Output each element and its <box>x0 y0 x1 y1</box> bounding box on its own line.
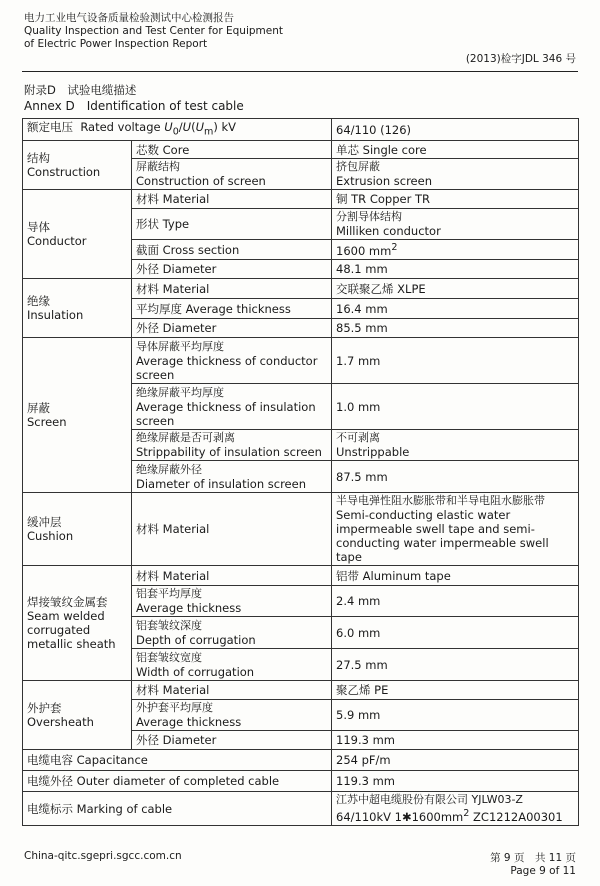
row-cushion <box>23 493 579 566</box>
corrugation-depth-value: 6.0 mm <box>332 617 579 649</box>
capacitance-value: 254 pF/m <box>332 750 579 771</box>
capacitance-label: 电缆电容 Capacitance <box>23 750 332 771</box>
insulation-screen-diameter-value: 87.5 mm <box>332 461 579 493</box>
construction-title: 结构 Construction <box>23 141 132 190</box>
conductor-material-label: 材料 Material <box>132 190 332 209</box>
sheath-material-label: 材料 Material <box>132 566 332 586</box>
cushion-material-value: 半导电弹性阻水膨胀带和半导电阻水膨胀带 Semi-conducting elastic water impermeable swell tape and semi-conducting water impermeable swell tape <box>332 493 579 566</box>
annex-title-zh: 附录D 试验电缆描述 <box>24 83 137 97</box>
annex-title-en: Annex D Identification of test cable <box>24 99 244 113</box>
conductor-material-value: 铜 TR Copper TR <box>332 190 579 209</box>
header-zh: 电力工业电气设备质量检验测试中心检测报告 <box>24 12 234 24</box>
outer-diameter-value: 119.3 mm <box>332 771 579 792</box>
report-number: (2013)检字JDL 346 号 <box>465 53 576 65</box>
insulation-material-label: 材料 Material <box>132 279 332 299</box>
page-number-zh: 第 9 页 共 11 页 <box>490 852 576 864</box>
insulation-screen-diameter-label: 绝缘屏蔽外径 Diameter of insulation screen <box>132 461 332 493</box>
header-en-line2: of Electric Power Inspection Report <box>24 38 208 50</box>
insulation-material-value: 交联聚乙烯 XLPE <box>332 279 579 299</box>
footer-website: China-qitc.sgepri.sgcc.com.cn <box>24 850 182 862</box>
corrugation-width-value: 27.5 mm <box>332 649 579 681</box>
screen-title: 屏蔽 Screen <box>23 338 132 493</box>
oversheath-material-value: 聚乙烯 PE <box>332 681 579 700</box>
insulation-diameter-label: 外径 Diameter <box>132 319 332 338</box>
cross-section-label: 截面 Cross section <box>132 240 332 260</box>
row-sheath-material <box>23 566 579 586</box>
cushion-material-label: 材料 Material <box>132 493 332 566</box>
row-core <box>23 141 579 159</box>
header-rule <box>22 71 578 72</box>
oversheath-title: 外护套 Oversheath <box>23 681 132 750</box>
conductor-screen-label: 导体屏蔽平均厚度 Average thickness of conductor screen <box>132 338 332 384</box>
oversheath-diameter-label: 外径 Diameter <box>132 731 332 750</box>
row-outer-diameter <box>23 771 579 792</box>
conductor-title: 导体 Conductor <box>23 190 132 279</box>
oversheath-material-label: 材料 Material <box>132 681 332 700</box>
conductor-diameter-label: 外径 Diameter <box>132 260 332 279</box>
sheath-title: 焊接皱纹金属套 Seam welded corrugated metallic sheath <box>23 566 132 681</box>
marking-value: 江苏中超电缆股份有限公司 YJLW03-Z 64/110kV $1✱1600mm^2$ ZC1212A00301 <box>332 792 579 826</box>
screen-construction-label: 屏蔽结构 Construction of screen <box>132 159 332 190</box>
oversheath-thickness-value: 5.9 mm <box>332 700 579 731</box>
strippability-value: 不可剥离 Unstrippable <box>332 430 579 461</box>
core-value: 单芯 Single core <box>332 141 579 159</box>
insulation-title: 绝缘 Insulation <box>23 279 132 338</box>
oversheath-diameter-value: 119.3 mm <box>332 731 579 750</box>
rated-voltage-value: 64/110 (126) <box>332 119 579 141</box>
header-en-line1: Quality Inspection and Test Center for Equipment <box>24 25 283 37</box>
conductor-type-label: 形状 Type <box>132 209 332 240</box>
conductor-screen-value: 1.7 mm <box>332 338 579 384</box>
strippability-label: 绝缘屏蔽是否可剥离 Strippability of insulation screen <box>132 430 332 461</box>
row-rated-voltage <box>23 119 579 141</box>
corrugation-width-label: 铝套皱纹宽度 Width of corrugation <box>132 649 332 681</box>
page-number-en: Page 9 of 11 <box>510 865 576 877</box>
row-conductor-material <box>23 190 579 209</box>
conductor-diameter-value: 48.1 mm <box>332 260 579 279</box>
insulation-thickness-label: 平均厚度 Average thickness <box>132 299 332 319</box>
footer-page-number <box>490 852 576 878</box>
row-marking <box>23 792 579 826</box>
insulation-screen-label: 绝缘屏蔽平均厚度 Average thickness of insulation screen <box>132 384 332 430</box>
annex-title <box>24 82 244 114</box>
core-label: 芯数 Core <box>132 141 332 159</box>
sheath-thickness-value: 2.4 mm <box>332 586 579 617</box>
row-insulation-material <box>23 279 579 299</box>
report-header <box>24 12 283 51</box>
row-conductor-screen-thickness <box>23 338 579 384</box>
oversheath-thickness-label: 外护套平均厚度 Average thickness <box>132 700 332 731</box>
insulation-diameter-value: 85.5 mm <box>332 319 579 338</box>
sheath-material-value: 铝带 Aluminum tape <box>332 566 579 586</box>
row-capacitance <box>23 750 579 771</box>
screen-construction-value: 挤包屏蔽 Extrusion screen <box>332 159 579 190</box>
conductor-type-value: 分割导体结构 Milliken conductor <box>332 209 579 240</box>
cable-identification-table <box>22 118 579 826</box>
insulation-screen-value: 1.0 mm <box>332 384 579 430</box>
insulation-thickness-value: 16.4 mm <box>332 299 579 319</box>
rated-voltage-label: 额定电压 Rated voltage $U_0/U(U_m)$ kV <box>23 119 332 141</box>
sheath-thickness-label: 铝套平均厚度 Average thickness <box>132 586 332 617</box>
marking-label: 电缆标示 Marking of cable <box>23 792 332 826</box>
cushion-title: 缓冲层 Cushion <box>23 493 132 566</box>
outer-diameter-label: 电缆外径 Outer diameter of completed cable <box>23 771 332 792</box>
cross-section-value: 1600 $mm^2$ <box>332 240 579 260</box>
corrugation-depth-label: 铝套皱纹深度 Depth of corrugation <box>132 617 332 649</box>
row-oversheath-material <box>23 681 579 700</box>
